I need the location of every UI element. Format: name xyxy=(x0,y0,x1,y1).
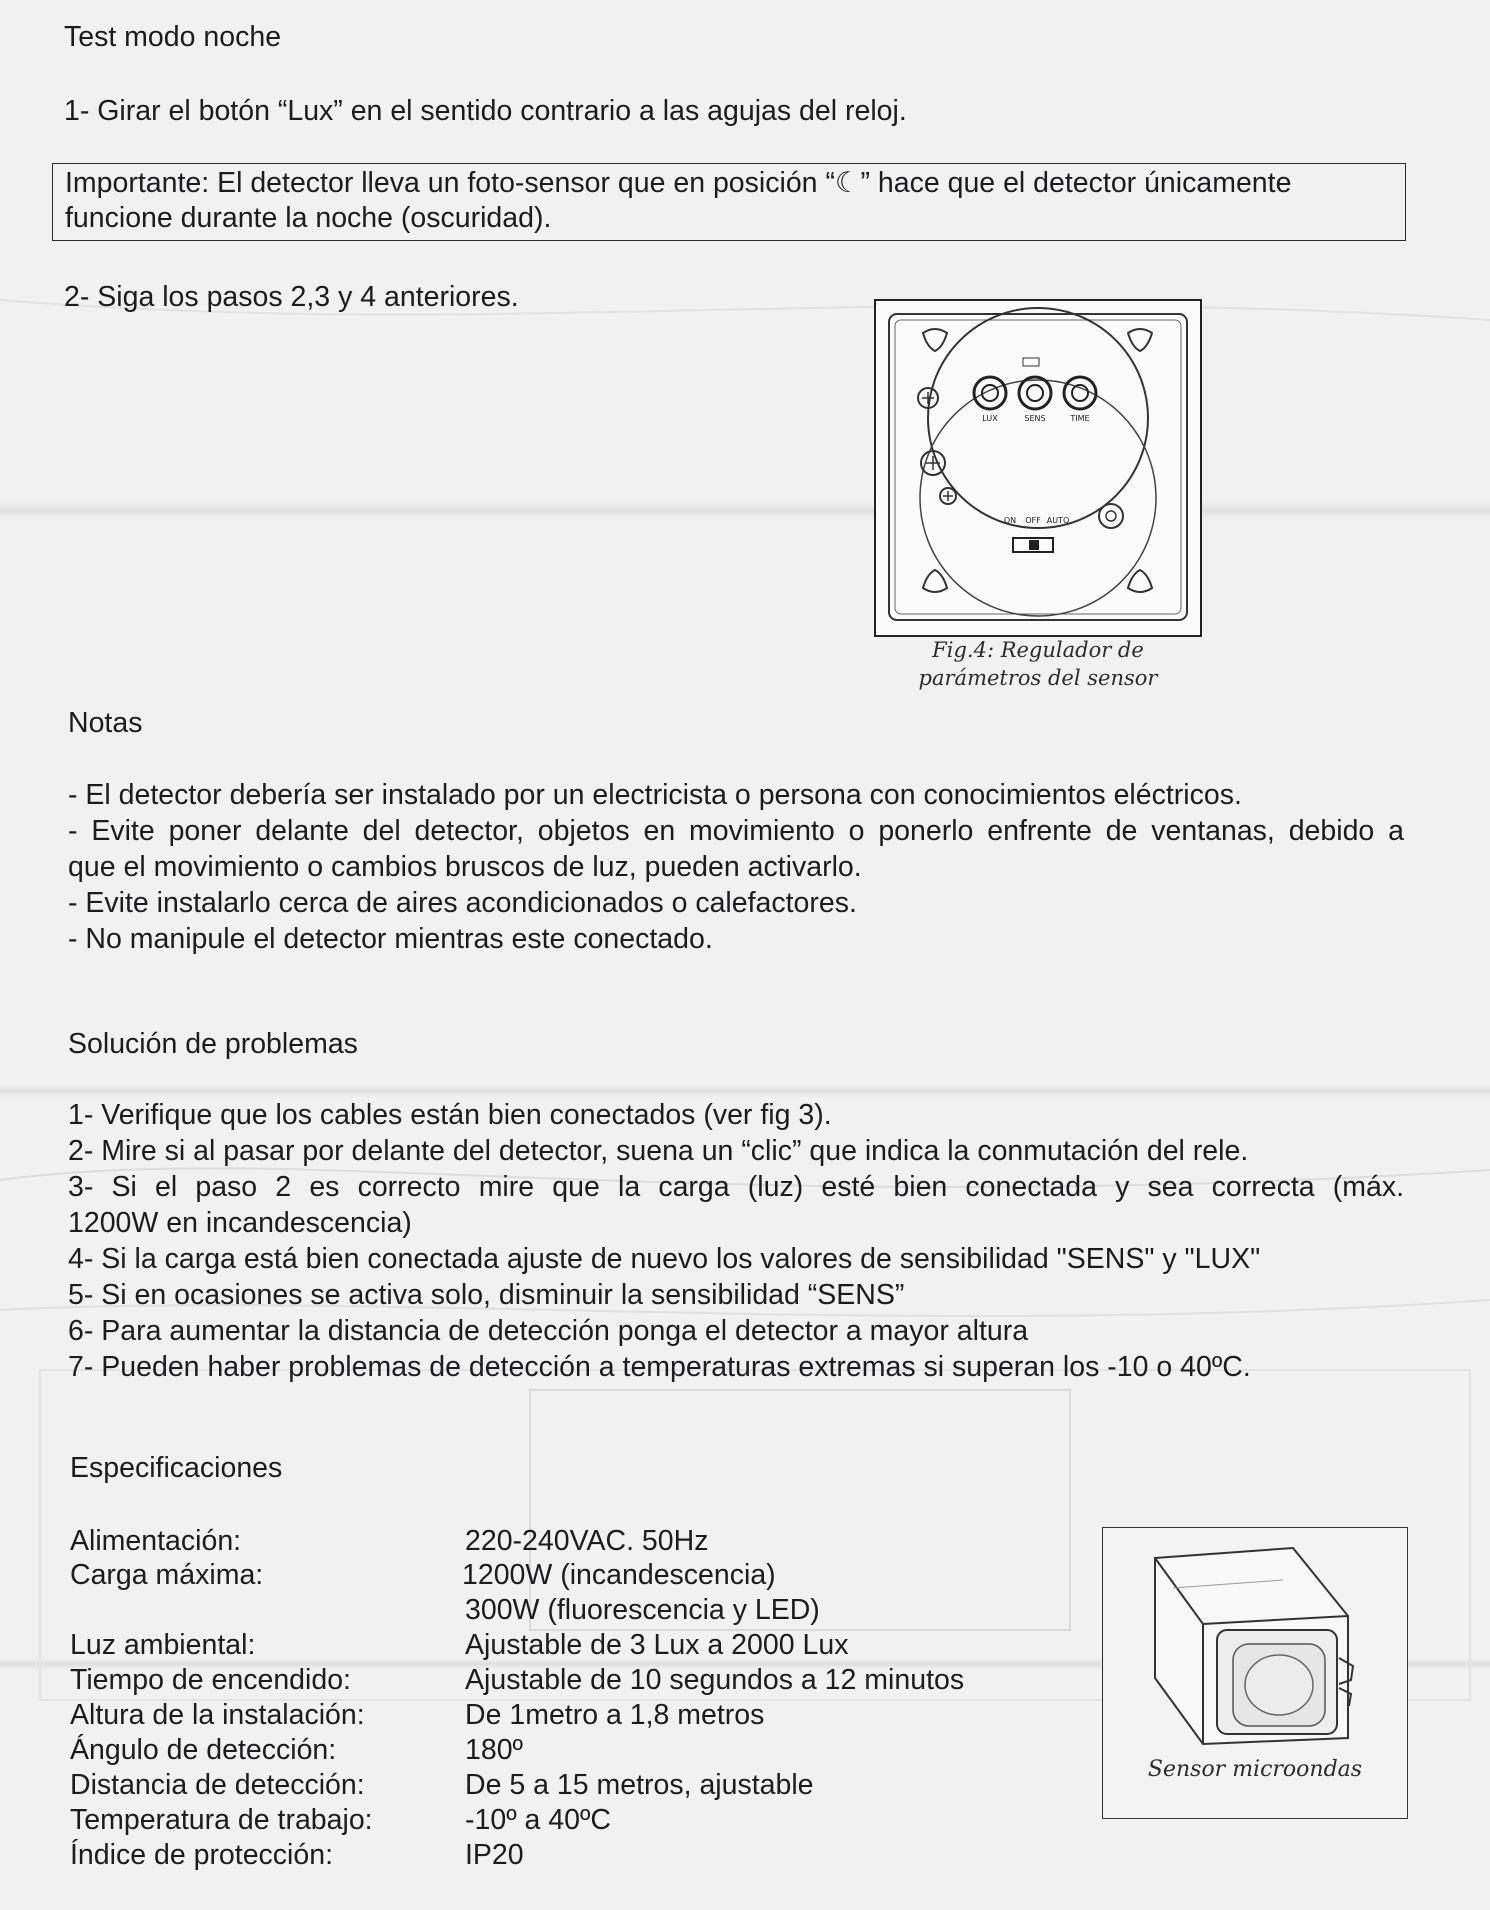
night-test-title: Test modo noche xyxy=(64,21,282,53)
troubleshooting-line-1: 1- Verifique que los cables están bien conectados (ver fig 3). xyxy=(68,1099,832,1131)
microwave-sensor-illustration xyxy=(1143,1538,1363,1748)
spec-label-ambient-light: Luz ambiental: xyxy=(70,1629,256,1661)
troubleshooting-line-6: 5- Si en ocasiones se activa solo, disminuir la sensibilidad “SENS” xyxy=(68,1279,905,1311)
troubleshooting-line-3: 3- Si el paso 2 es correcto mire que la carga (luz) esté bien conectada y sea correcta (máx. xyxy=(68,1171,1404,1203)
troubleshooting-title: Solución de problemas xyxy=(68,1028,358,1060)
spec-label-install-height: Altura de la instalación: xyxy=(70,1699,365,1731)
spec-value-detection-angle: 180º xyxy=(465,1734,523,1766)
sensor-microwave-caption: Sensor microondas xyxy=(1147,1757,1363,1782)
notes-line-4: - Evite instalarlo cerca de aires acondicionados o calefactores. xyxy=(68,887,857,919)
notes-line-2: - Evite poner delante del detector, objetos en movimiento o ponerlo enfrente de ventanas, debido a xyxy=(68,815,1404,847)
troubleshooting-line-8: 7- Pueden haber problemas de detección a temperaturas extremas si superan los -10 o 40ºC. xyxy=(68,1351,1251,1383)
spec-label-power: Alimentación: xyxy=(70,1525,242,1557)
spec-label-max-load: Carga máxima: xyxy=(70,1559,264,1591)
spec-value-on-time: Ajustable de 10 segundos a 12 minutos xyxy=(465,1664,965,1696)
sensor-microwave-figure-box xyxy=(1102,1527,1408,1819)
important-notice-box xyxy=(52,163,1406,241)
spec-label-detection-angle: Ángulo de detección: xyxy=(70,1734,337,1766)
notes-line-1: - El detector debería ser instalado por un electricista o persona con conocimientos eléctricos. xyxy=(68,779,1242,811)
troubleshooting-line-2: 2- Mire si al pasar por delante del detector, suena un “clic” que indica la conmutación del rele. xyxy=(68,1135,1249,1167)
troubleshooting-line-5: 4- Si la carga está bien conectada ajuste de nuevo los valores de sensibilidad "SENS" y "LUX" xyxy=(68,1243,1261,1275)
night-test-step-2: 2- Siga los pasos 2,3 y 4 anteriores. xyxy=(64,281,519,313)
spec-value-max-load-2: 300W (fluorescencia y LED) xyxy=(465,1594,820,1626)
knob-label-sens: SENS xyxy=(1024,414,1046,423)
spec-label-detection-distance: Distancia de detección: xyxy=(70,1769,365,1801)
spec-value-max-load: 1200W (incandescencia) xyxy=(462,1559,776,1591)
notes-line-5: - No manipule el detector mientras este conectado. xyxy=(68,923,713,955)
notes-title: Notas xyxy=(68,707,143,739)
night-test-step-1: 1- Girar el botón “Lux” en el sentido contrario a las agujas del reloj. xyxy=(64,95,907,127)
knob-label-time: TIME xyxy=(1070,414,1090,423)
spec-value-ambient-light: Ajustable de 3 Lux a 2000 Lux xyxy=(465,1629,849,1661)
sensor-regulator-figure xyxy=(873,298,1203,638)
troubleshooting-line-7: 6- Para aumentar la distancia de detección ponga el detector a mayor altura xyxy=(68,1315,1029,1347)
spec-value-working-temperature: -10º a 40ºC xyxy=(465,1804,611,1836)
figure-4-caption-line-2: parámetros del sensor xyxy=(918,666,1158,690)
important-notice-line-2: funcione durante la noche (oscuridad). xyxy=(65,202,552,234)
figure-4-caption-line-1: Fig.4: Regulador de xyxy=(932,638,1144,662)
troubleshooting-line-4: 1200W en incandescencia) xyxy=(68,1207,412,1239)
spec-label-protection-index: Índice de protección: xyxy=(70,1839,333,1871)
specs-title: Especificaciones xyxy=(70,1452,283,1484)
spec-value-install-height: De 1metro a 1,8 metros xyxy=(465,1699,765,1731)
switch-label-auto: AUTO xyxy=(1046,516,1070,525)
figure-4-caption xyxy=(873,636,1203,692)
spec-value-detection-distance: De 5 a 15 metros, ajustable xyxy=(465,1769,814,1801)
switch-label-off: OFF xyxy=(1025,516,1041,525)
knob-label-lux: LUX xyxy=(982,414,998,423)
notes-line-3: que el movimiento o cambios bruscos de luz, pueden activarlo. xyxy=(68,851,862,883)
spec-label-working-temperature: Temperatura de trabajo: xyxy=(70,1804,373,1836)
spec-value-protection-index: IP20 xyxy=(465,1839,524,1871)
important-notice-line-1: Importante: El detector lleva un foto-sensor que en posición “☾” hace que el detector únicamente xyxy=(65,167,1292,199)
spec-value-power: 220-240VAC. 50Hz xyxy=(465,1525,709,1557)
spec-label-on-time: Tiempo de encendido: xyxy=(70,1664,351,1696)
switch-label-on: ON xyxy=(1003,516,1017,525)
